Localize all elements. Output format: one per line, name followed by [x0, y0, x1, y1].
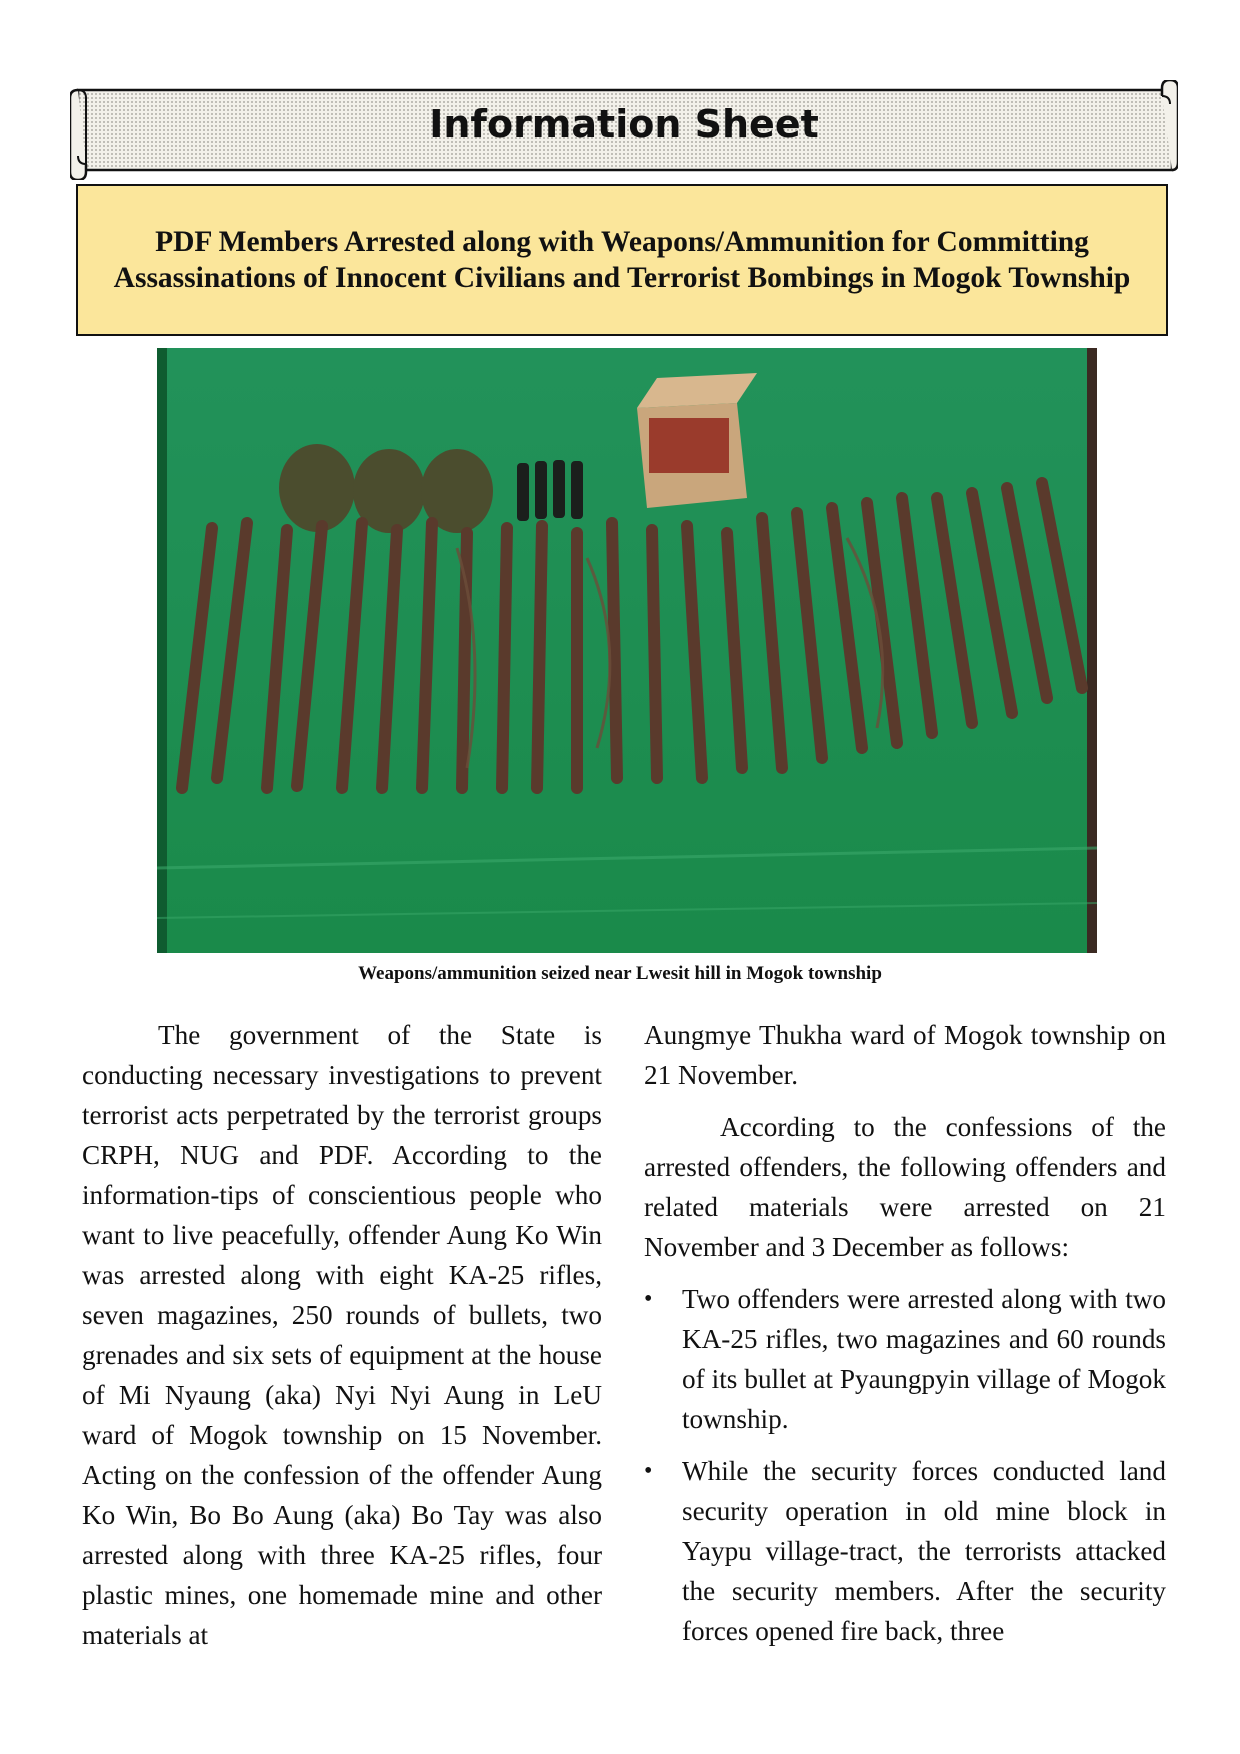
article-right-column	[644, 1015, 1166, 1663]
equipment-pouches	[279, 444, 493, 533]
offender-list	[644, 1279, 1166, 1651]
list-item-text: Two offenders were arrested along with two KA-25 rifles, two magazines and 60 rounds of its bullet at Pyaungpyin village of Mogok township.	[682, 1284, 1166, 1434]
headline-text: PDF Members Arrested along with Weapons/Ammunition for Committing Assassinations of Innocent Civilians and Terrorist Bombings in Mogok Township	[113, 226, 1131, 294]
banner-title: Information Sheet	[429, 102, 819, 146]
ammunition-box	[637, 373, 757, 508]
headline-box	[76, 184, 1168, 336]
article-left-column	[82, 1015, 602, 1655]
seized-weapons-photo	[157, 348, 1097, 953]
right-paragraph: According to the confessions of the arrested offenders, the following offenders and related materials were arrested on 21 November and 3 December as follows:	[644, 1112, 1166, 1262]
right-continuation: Aungmye Thukha ward of Mogok township on 21 November.	[644, 1020, 1166, 1090]
list-item	[644, 1451, 1166, 1651]
list-item	[644, 1279, 1166, 1439]
information-sheet-banner	[70, 80, 1178, 180]
left-paragraph: The government of the State is conducting necessary investigations to prevent terrorist acts perpetrated by the terrorist groups CRPH, NUG and PDF. According to the information-tips of conscientious people who want to live peacefully, offender Aung Ko Win was arrested along with eight KA-25 rifles, seven magazines, 250 rounds of bullets, two grenades and six sets of equipment at the house of Mi Nyaung (aka) Nyi Nyi Aung in LeU ward of Mogok township on 15 November. Acting on the confession of the offender Aung Ko Win, Bo Bo Aung (aka) Bo Tay was also arrested along with three KA-25 rifles, four plastic mines, one homemade mine and other materials at	[82, 1020, 602, 1650]
bullet-icon: •	[644, 1458, 653, 1484]
bullet-icon: •	[644, 1286, 653, 1312]
photo-illustration	[157, 348, 1097, 953]
list-item-text: While the security forces conducted land security operation in old mine block in Yaypu village-tract, the terrorists attacked the security members. After the security forces opened fire back, three	[682, 1456, 1166, 1646]
photo-caption: Weapons/ammunition seized near Lwesit hill in Mogok township	[358, 963, 882, 984]
